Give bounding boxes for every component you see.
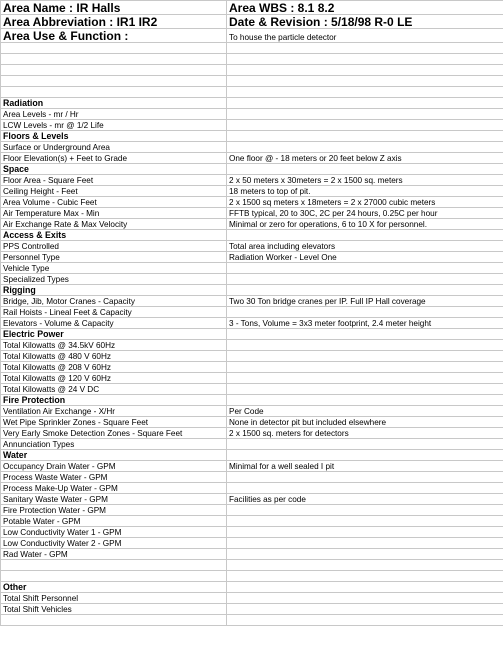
row-value: Minimal or zero for operations, 6 to 10 X for personnel.: [227, 219, 503, 230]
row-label: Air Exchange Rate & Max Velocity: [1, 219, 227, 230]
row-value: [227, 98, 503, 109]
row-value: [227, 483, 503, 494]
row-value: [227, 395, 503, 406]
row-label: Specialized Types: [1, 274, 227, 285]
row-value: [227, 527, 503, 538]
row-value: [227, 164, 503, 175]
section-title: Other: [1, 582, 227, 593]
row-value: [227, 373, 503, 384]
header-label: Area Name : IR Halls: [1, 1, 227, 15]
row-label: Ceiling Height - Feet: [1, 186, 227, 197]
table-row: [1, 263, 503, 274]
row-label: [1, 65, 227, 76]
table-row: [1, 296, 503, 307]
row-value: [227, 439, 503, 450]
header-row: [1, 29, 503, 43]
table-row: [1, 406, 503, 417]
row-value: [227, 472, 503, 483]
table-row: [1, 142, 503, 153]
table-row: [1, 439, 503, 450]
row-label: Wet Pipe Sprinkler Zones - Square Feet: [1, 417, 227, 428]
row-label: Very Early Smoke Detection Zones - Square Feet: [1, 428, 227, 439]
table-row: [1, 373, 503, 384]
row-value: Facilities as per code: [227, 494, 503, 505]
table-row: [1, 274, 503, 285]
row-value: [227, 549, 503, 560]
row-value: [227, 65, 503, 76]
table-row: [1, 571, 503, 582]
row-value: [227, 307, 503, 318]
table-row: [1, 505, 503, 516]
section-header-row: [1, 285, 503, 296]
row-label: Low Conductivity Water 2 - GPM: [1, 538, 227, 549]
table-row: [1, 65, 503, 76]
header-label: Area Use & Function :: [1, 29, 227, 43]
table-row: [1, 153, 503, 164]
table-row: [1, 219, 503, 230]
row-value: [227, 560, 503, 571]
section-title: Fire Protection: [1, 395, 227, 406]
header-label: Area Abbreviation : IR1 IR2: [1, 15, 227, 29]
table-row: [1, 417, 503, 428]
row-value: [227, 43, 503, 54]
row-value: [227, 362, 503, 373]
section-header-row: [1, 395, 503, 406]
row-value: 2 x 1500 sq meters x 18meters = 2 x 27000 cubic meters: [227, 197, 503, 208]
row-value: [227, 263, 503, 274]
row-value: None in detector pit but included elsewhere: [227, 417, 503, 428]
row-value: [227, 230, 503, 241]
row-label: Potable Water - GPM: [1, 516, 227, 527]
row-label: Total Kilowatts @ 120 V 60Hz: [1, 373, 227, 384]
row-value: [227, 285, 503, 296]
row-label: Vehicle Type: [1, 263, 227, 274]
row-label: Occupancy Drain Water - GPM: [1, 461, 227, 472]
row-label: Process Make-Up Water - GPM: [1, 483, 227, 494]
table-row: [1, 197, 503, 208]
row-label: Area Levels - mr / Hr: [1, 109, 227, 120]
section-title: Rigging: [1, 285, 227, 296]
section-header-row: [1, 230, 503, 241]
section-title: Floors & Levels: [1, 131, 227, 142]
table-row: [1, 428, 503, 439]
section-header-row: [1, 131, 503, 142]
row-value: [227, 450, 503, 461]
row-label: Total Shift Vehicles: [1, 604, 227, 615]
table-row: [1, 120, 503, 131]
header-row: [1, 15, 503, 29]
row-label: Fire Protection Water - GPM: [1, 505, 227, 516]
table-row: [1, 208, 503, 219]
row-label: Floor Elevation(s) + Feet to Grade: [1, 153, 227, 164]
row-value: [227, 571, 503, 582]
row-value: [227, 340, 503, 351]
row-value: [227, 582, 503, 593]
row-value: [227, 384, 503, 395]
table-row: [1, 340, 503, 351]
row-value: [227, 516, 503, 527]
row-value: 2 x 50 meters x 30meters = 2 x 1500 sq. meters: [227, 175, 503, 186]
row-value: 2 x 1500 sq. meters for detectors: [227, 428, 503, 439]
table-row: [1, 43, 503, 54]
section-header-row: [1, 582, 503, 593]
row-label: Floor Area - Square Feet: [1, 175, 227, 186]
row-label: [1, 87, 227, 98]
section-title: Water: [1, 450, 227, 461]
row-value: 3 - Tons, Volume = 3x3 meter footprint, 2.4 meter height: [227, 318, 503, 329]
row-label: Low Conductivity Water 1 - GPM: [1, 527, 227, 538]
row-label: [1, 76, 227, 87]
table-row: [1, 494, 503, 505]
row-label: Surface or Underground Area: [1, 142, 227, 153]
row-label: Air Temperature Max - Min: [1, 208, 227, 219]
table-row: [1, 560, 503, 571]
row-value: [227, 351, 503, 362]
row-value: [227, 87, 503, 98]
table-row: [1, 76, 503, 87]
table-row: [1, 54, 503, 65]
row-value: FFTB typical, 20 to 30C, 2C per 24 hours, 0.25C per hour: [227, 208, 503, 219]
table-row: [1, 538, 503, 549]
row-label: [1, 571, 227, 582]
table-row: [1, 593, 503, 604]
row-value: Per Code: [227, 406, 503, 417]
row-value: Radiation Worker - Level One: [227, 252, 503, 263]
row-label: Total Shift Personnel: [1, 593, 227, 604]
row-label: Elevators - Volume & Capacity: [1, 318, 227, 329]
section-title: Radiation: [1, 98, 227, 109]
row-label: Total Kilowatts @ 34.5kV 60Hz: [1, 340, 227, 351]
row-label: [1, 615, 227, 626]
row-value: [227, 76, 503, 87]
table-row: [1, 461, 503, 472]
row-value: 18 meters to top of pit.: [227, 186, 503, 197]
row-value: Minimal for a well sealed I pit: [227, 461, 503, 472]
row-value: [227, 615, 503, 626]
row-label: Total Kilowatts @ 208 V 60Hz: [1, 362, 227, 373]
row-value: [227, 505, 503, 516]
row-value: [227, 593, 503, 604]
row-value: [227, 54, 503, 65]
table-row: [1, 186, 503, 197]
row-value: [227, 538, 503, 549]
section-header-row: [1, 98, 503, 109]
table-row: [1, 351, 503, 362]
row-label: Total Kilowatts @ 480 V 60Hz: [1, 351, 227, 362]
table-row: [1, 604, 503, 615]
table-row: [1, 549, 503, 560]
section-header-row: [1, 450, 503, 461]
row-value: One floor @ - 18 meters or 20 feet below Z axis: [227, 153, 503, 164]
table-row: [1, 307, 503, 318]
table-row: [1, 318, 503, 329]
table-row: [1, 252, 503, 263]
row-label: LCW Levels - mr @ 1/2 Life: [1, 120, 227, 131]
row-label: [1, 54, 227, 65]
section-title: Access & Exits: [1, 230, 227, 241]
row-value: [227, 142, 503, 153]
header-row: [1, 1, 503, 15]
row-label: Sanitary Waste Water - GPM: [1, 494, 227, 505]
table-row: [1, 241, 503, 252]
row-value: Total area including elevators: [227, 241, 503, 252]
row-label: Area Volume - Cubic Feet: [1, 197, 227, 208]
row-label: Process Waste Water - GPM: [1, 472, 227, 483]
row-label: Rad Water - GPM: [1, 549, 227, 560]
section-header-row: [1, 164, 503, 175]
row-value: [227, 604, 503, 615]
header-value: Date & Revision : 5/18/98 R-0 LE: [227, 15, 503, 29]
table-row: [1, 87, 503, 98]
table-row: [1, 483, 503, 494]
row-value: [227, 120, 503, 131]
row-value: [227, 109, 503, 120]
table-row: [1, 175, 503, 186]
table-row: [1, 362, 503, 373]
row-label: PPS Controlled: [1, 241, 227, 252]
row-value: [227, 329, 503, 340]
header-value: Area WBS : 8.1 8.2: [227, 1, 503, 15]
table-row: [1, 384, 503, 395]
table-row: [1, 472, 503, 483]
table-row: [1, 615, 503, 626]
section-title: Electric Power: [1, 329, 227, 340]
row-value: Two 30 Ton bridge cranes per IP. Full IP Hall coverage: [227, 296, 503, 307]
header-value: To house the particle detector: [227, 29, 503, 43]
table-row: [1, 516, 503, 527]
row-label: Total Kilowatts @ 24 V DC: [1, 384, 227, 395]
row-label: Ventilation Air Exchange - X/Hr: [1, 406, 227, 417]
section-title: Space: [1, 164, 227, 175]
row-label: Rail Hoists - Lineal Feet & Capacity: [1, 307, 227, 318]
row-label: [1, 560, 227, 571]
row-value: [227, 131, 503, 142]
section-header-row: [1, 329, 503, 340]
row-label: Annunciation Types: [1, 439, 227, 450]
sheet-body: [1, 1, 503, 626]
table-row: [1, 109, 503, 120]
table-row: [1, 527, 503, 538]
row-label: [1, 43, 227, 54]
row-label: Personnel Type: [1, 252, 227, 263]
row-value: [227, 274, 503, 285]
row-label: Bridge, Jib, Motor Cranes - Capacity: [1, 296, 227, 307]
